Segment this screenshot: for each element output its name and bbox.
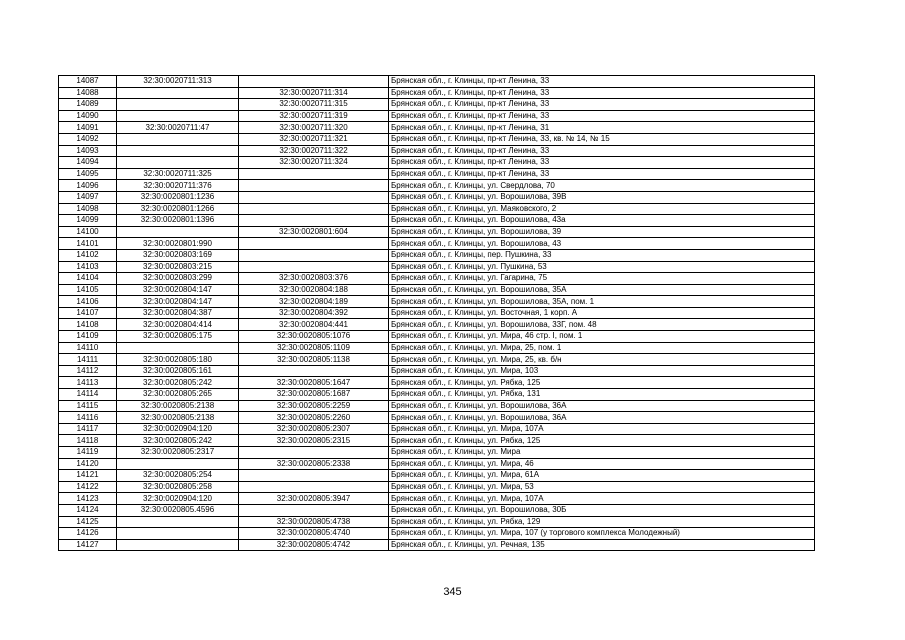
address-cell: Брянская обл., г. Клинцы, ул. Рябка, 131 — [389, 389, 815, 401]
address-cell: Брянская обл., г. Клинцы, ул. Пушкина, 53 — [389, 261, 815, 273]
table-row — [59, 238, 815, 250]
address-cell: Брянская обл., г. Клинцы, ул. Мира, 107 (у торгового комплекса Молодежный) — [389, 528, 815, 540]
cadastral-number-2 — [239, 481, 389, 493]
cadastral-number-1: 32:30:0020801:1236 — [117, 191, 239, 203]
address-cell: Брянская обл., г. Клинцы, ул. Ворошилова, 39В — [389, 191, 815, 203]
cadastral-number-1: 32:30:0020904:120 — [117, 423, 239, 435]
row-number: 14123 — [59, 493, 117, 505]
table-row — [59, 331, 815, 343]
cadastral-number-1: 32:30:0020804:147 — [117, 284, 239, 296]
row-number: 14107 — [59, 307, 117, 319]
row-number: 14112 — [59, 365, 117, 377]
cadastral-number-2: 32:30:0020804:188 — [239, 284, 389, 296]
row-number: 14122 — [59, 481, 117, 493]
cadastral-number-2 — [239, 215, 389, 227]
cadastral-number-2: 32:30:0020711:319 — [239, 110, 389, 122]
cadastral-number-2: 32:30:0020711:324 — [239, 157, 389, 169]
address-cell: Брянская обл., г. Клинцы, ул. Мира, 61А — [389, 470, 815, 482]
table-row — [59, 261, 815, 273]
table-row — [59, 191, 815, 203]
address-cell: Брянская обл., г. Клинцы, ул. Речная, 135 — [389, 539, 815, 551]
cadastral-number-1: 32:30:0020805:180 — [117, 354, 239, 366]
row-number: 14098 — [59, 203, 117, 215]
cadastral-number-2: 32:30:0020805:1076 — [239, 331, 389, 343]
cadastral-number-2: 32:30:0020805:4738 — [239, 516, 389, 528]
cadastral-number-2: 32:30:0020804:189 — [239, 296, 389, 308]
row-number: 14104 — [59, 273, 117, 285]
row-number: 14090 — [59, 110, 117, 122]
table-row — [59, 354, 815, 366]
table-row — [59, 157, 815, 169]
cadastral-number-1: 32:30:0020805:265 — [117, 389, 239, 401]
cadastral-number-2: 32:30:0020711:320 — [239, 122, 389, 134]
cadastral-number-1: 32:30:0020801:1266 — [117, 203, 239, 215]
cadastral-number-2: 32:30:0020804:392 — [239, 307, 389, 319]
cadastral-number-2: 32:30:0020803:376 — [239, 273, 389, 285]
row-number: 14106 — [59, 296, 117, 308]
row-number: 14100 — [59, 226, 117, 238]
table-row — [59, 516, 815, 528]
cadastral-number-2: 32:30:0020805:2260 — [239, 412, 389, 424]
address-cell: Брянская обл., г. Клинцы, пр-кт Ленина, 33 — [389, 99, 815, 111]
cadastral-number-1 — [117, 458, 239, 470]
cadastral-number-2: 32:30:0020805:2307 — [239, 423, 389, 435]
row-number: 14124 — [59, 504, 117, 516]
cadastral-number-1 — [117, 145, 239, 157]
address-cell: Брянская обл., г. Клинцы, ул. Мира, 103 — [389, 365, 815, 377]
cadastral-number-2 — [239, 447, 389, 459]
row-number: 14095 — [59, 168, 117, 180]
table-row — [59, 284, 815, 296]
address-cell: Брянская обл., г. Клинцы, ул. Ворошилова, 39 — [389, 226, 815, 238]
table-row — [59, 307, 815, 319]
row-number: 14117 — [59, 423, 117, 435]
table-row — [59, 447, 815, 459]
row-number: 14125 — [59, 516, 117, 528]
cadastral-number-1: 32:30:0020804:147 — [117, 296, 239, 308]
cadastral-number-2 — [239, 168, 389, 180]
cadastral-number-2 — [239, 191, 389, 203]
cadastral-number-2: 32:30:0020805:1687 — [239, 389, 389, 401]
table-row — [59, 76, 815, 88]
row-number: 14111 — [59, 354, 117, 366]
cadastral-number-2: 32:30:0020804:441 — [239, 319, 389, 331]
table-row — [59, 99, 815, 111]
cadastral-number-1 — [117, 342, 239, 354]
row-number: 14126 — [59, 528, 117, 540]
cadastral-table — [58, 75, 815, 551]
cadastral-number-2: 32:30:0020711:314 — [239, 87, 389, 99]
table-row — [59, 203, 815, 215]
cadastral-number-1: 32:30:0020803:169 — [117, 249, 239, 261]
table-row — [59, 389, 815, 401]
table-row — [59, 539, 815, 551]
address-cell: Брянская обл., г. Клинцы, ул. Ворошилова, 35А, пом. 1 — [389, 296, 815, 308]
cadastral-number-1 — [117, 87, 239, 99]
row-number: 14092 — [59, 133, 117, 145]
cadastral-number-1: 32:30:0020804:414 — [117, 319, 239, 331]
row-number: 14091 — [59, 122, 117, 134]
row-number: 14114 — [59, 389, 117, 401]
row-number: 14094 — [59, 157, 117, 169]
row-number: 14121 — [59, 470, 117, 482]
cadastral-number-2: 32:30:0020711:321 — [239, 133, 389, 145]
cadastral-number-1: 32:30:0020904:120 — [117, 493, 239, 505]
address-cell: Брянская обл., г. Клинцы, ул. Свердлова, 70 — [389, 180, 815, 192]
table-row — [59, 423, 815, 435]
address-cell: Брянская обл., г. Клинцы, ул. Рябка, 125 — [389, 435, 815, 447]
table-body — [59, 76, 815, 551]
cadastral-number-1: 32:30:0020805:242 — [117, 435, 239, 447]
address-cell: Брянская обл., г. Клинцы, пер. Пушкина, 33 — [389, 249, 815, 261]
row-number: 14119 — [59, 447, 117, 459]
cadastral-number-2: 32:30:0020805:1109 — [239, 342, 389, 354]
address-cell: Брянская обл., г. Клинцы, ул. Восточная, 1 корп. А — [389, 307, 815, 319]
cadastral-number-1 — [117, 516, 239, 528]
cadastral-number-2 — [239, 238, 389, 250]
cadastral-number-1: 32:30:0020805:161 — [117, 365, 239, 377]
table-row — [59, 412, 815, 424]
address-cell: Брянская обл., г. Клинцы, ул. Мира, 25, кв. б/н — [389, 354, 815, 366]
table-row — [59, 110, 815, 122]
row-number: 14105 — [59, 284, 117, 296]
cadastral-number-1 — [117, 539, 239, 551]
cadastral-number-2 — [239, 76, 389, 88]
row-number: 14127 — [59, 539, 117, 551]
table-row — [59, 493, 815, 505]
cadastral-number-2 — [239, 180, 389, 192]
table-row — [59, 273, 815, 285]
cadastral-number-1: 32:30:0020711:47 — [117, 122, 239, 134]
cadastral-number-1: 32:30:0020805:2138 — [117, 412, 239, 424]
cadastral-number-2: 32:30:0020805:2338 — [239, 458, 389, 470]
cadastral-number-1: 32:30:0020711:313 — [117, 76, 239, 88]
table-row — [59, 122, 815, 134]
cadastral-number-2: 32:30:0020805:2259 — [239, 400, 389, 412]
address-cell: Брянская обл., г. Клинцы, ул. Рябка, 129 — [389, 516, 815, 528]
table-row — [59, 215, 815, 227]
address-cell: Брянская обл., г. Клинцы, ул. Ворошилова, 43 — [389, 238, 815, 250]
address-cell: Брянская обл., г. Клинцы, пр-кт Ленина, 33, кв. № 14, № 15 — [389, 133, 815, 145]
table-row — [59, 481, 815, 493]
row-number: 14108 — [59, 319, 117, 331]
cadastral-number-2: 32:30:0020805:4740 — [239, 528, 389, 540]
table-row — [59, 87, 815, 99]
table-row — [59, 168, 815, 180]
address-cell: Брянская обл., г. Клинцы, ул. Маяковского, 2 — [389, 203, 815, 215]
row-number: 14101 — [59, 238, 117, 250]
row-number: 14103 — [59, 261, 117, 273]
cadastral-number-1: 32:30:0020805:2317 — [117, 447, 239, 459]
cadastral-number-2 — [239, 249, 389, 261]
row-number: 14087 — [59, 76, 117, 88]
address-cell: Брянская обл., г. Клинцы, пр-кт Ленина, 33 — [389, 168, 815, 180]
table-row — [59, 133, 815, 145]
cadastral-number-1: 32:30:0020801:990 — [117, 238, 239, 250]
cadastral-number-1: 32:30:0020804:387 — [117, 307, 239, 319]
address-cell: Брянская обл., г. Клинцы, ул. Ворошилова, 36А — [389, 400, 815, 412]
row-number: 14097 — [59, 191, 117, 203]
table-row — [59, 504, 815, 516]
address-cell: Брянская обл., г. Клинцы, пр-кт Ленина, 33 — [389, 157, 815, 169]
table-row — [59, 435, 815, 447]
cadastral-number-1 — [117, 226, 239, 238]
cadastral-number-1 — [117, 110, 239, 122]
row-number: 14102 — [59, 249, 117, 261]
address-cell: Брянская обл., г. Клинцы, пр-кт Ленина, 33 — [389, 76, 815, 88]
cadastral-number-1: 32:30:0020805:254 — [117, 470, 239, 482]
cadastral-number-1: 32:30:0020711:325 — [117, 168, 239, 180]
table-row — [59, 458, 815, 470]
row-number: 14115 — [59, 400, 117, 412]
cadastral-number-1: 32:30:0020803:299 — [117, 273, 239, 285]
address-cell: Брянская обл., г. Клинцы, пр-кт Ленина, 33 — [389, 110, 815, 122]
cadastral-number-1: 32:30:0020805:2138 — [117, 400, 239, 412]
address-cell: Брянская обл., г. Клинцы, ул. Ворошилова, 36А — [389, 412, 815, 424]
cadastral-number-1: 32:30:0020803:215 — [117, 261, 239, 273]
table-row — [59, 296, 815, 308]
cadastral-number-1: 32:30:0020805:175 — [117, 331, 239, 343]
cadastral-number-2: 32:30:0020711:315 — [239, 99, 389, 111]
cadastral-number-2 — [239, 470, 389, 482]
table-row — [59, 528, 815, 540]
cadastral-number-2: 32:30:0020805:3947 — [239, 493, 389, 505]
table-row — [59, 365, 815, 377]
table-row — [59, 226, 815, 238]
row-number: 14113 — [59, 377, 117, 389]
table-row — [59, 470, 815, 482]
cadastral-number-2: 32:30:0020805:4742 — [239, 539, 389, 551]
row-number: 14089 — [59, 99, 117, 111]
row-number: 14110 — [59, 342, 117, 354]
address-cell: Брянская обл., г. Клинцы, ул. Ворошилова, 33Г, пом. 48 — [389, 319, 815, 331]
row-number: 14116 — [59, 412, 117, 424]
address-cell: Брянская обл., г. Клинцы, ул. Мира — [389, 447, 815, 459]
cadastral-number-1: 32:30:0020805:242 — [117, 377, 239, 389]
cadastral-number-2 — [239, 203, 389, 215]
address-cell: Брянская обл., г. Клинцы, пр-кт Ленина, 33 — [389, 145, 815, 157]
address-cell: Брянская обл., г. Клинцы, пр-кт Ленина, 31 — [389, 122, 815, 134]
address-cell: Брянская обл., г. Клинцы, ул. Мира, 53 — [389, 481, 815, 493]
cadastral-number-1 — [117, 528, 239, 540]
address-cell: Брянская обл., г. Клинцы, ул. Рябка, 125 — [389, 377, 815, 389]
row-number: 14088 — [59, 87, 117, 99]
cadastral-number-1: 32:30:0020805.4596 — [117, 504, 239, 516]
address-cell: Брянская обл., г. Клинцы, ул. Гагарина, 75 — [389, 273, 815, 285]
address-cell: Брянская обл., г. Клинцы, ул. Ворошилова, 43а — [389, 215, 815, 227]
cadastral-number-2: 32:30:0020805:1138 — [239, 354, 389, 366]
row-number: 14096 — [59, 180, 117, 192]
address-cell: Брянская обл., г. Клинцы, ул. Мира, 107А — [389, 493, 815, 505]
row-number: 14109 — [59, 331, 117, 343]
row-number: 14118 — [59, 435, 117, 447]
address-cell: Брянская обл., г. Клинцы, ул. Мира, 46 — [389, 458, 815, 470]
address-cell: Брянская обл., г. Клинцы, ул. Мира, 25, пом. 1 — [389, 342, 815, 354]
cadastral-number-1 — [117, 99, 239, 111]
cadastral-number-2: 32:30:0020805:2315 — [239, 435, 389, 447]
cadastral-number-2 — [239, 504, 389, 516]
cadastral-number-2: 32:30:0020805:1647 — [239, 377, 389, 389]
table-row — [59, 377, 815, 389]
address-cell: Брянская обл., г. Клинцы, ул. Ворошилова, 30Б — [389, 504, 815, 516]
table-row — [59, 319, 815, 331]
table-row — [59, 180, 815, 192]
row-number: 14099 — [59, 215, 117, 227]
cadastral-number-2: 32:30:0020711:322 — [239, 145, 389, 157]
cadastral-number-1: 32:30:0020801:1396 — [117, 215, 239, 227]
cadastral-number-1: 32:30:0020711:376 — [117, 180, 239, 192]
address-cell: Брянская обл., г. Клинцы, ул. Мира, 107А — [389, 423, 815, 435]
table-row — [59, 145, 815, 157]
cadastral-number-2: 32:30:0020801:604 — [239, 226, 389, 238]
cadastral-number-1 — [117, 133, 239, 145]
cadastral-number-1: 32:30:0020805:258 — [117, 481, 239, 493]
table-row — [59, 249, 815, 261]
cadastral-number-2 — [239, 261, 389, 273]
table-row — [59, 400, 815, 412]
row-number: 14093 — [59, 145, 117, 157]
row-number: 14120 — [59, 458, 117, 470]
address-cell: Брянская обл., г. Клинцы, пр-кт Ленина, 33 — [389, 87, 815, 99]
address-cell: Брянская обл., г. Клинцы, ул. Мира, 46 стр. I, пом. 1 — [389, 331, 815, 343]
address-cell: Брянская обл., г. Клинцы, ул. Ворошилова, 35А — [389, 284, 815, 296]
cadastral-number-1 — [117, 157, 239, 169]
cadastral-number-2 — [239, 365, 389, 377]
table-row — [59, 342, 815, 354]
page-number: 345 — [443, 586, 462, 598]
